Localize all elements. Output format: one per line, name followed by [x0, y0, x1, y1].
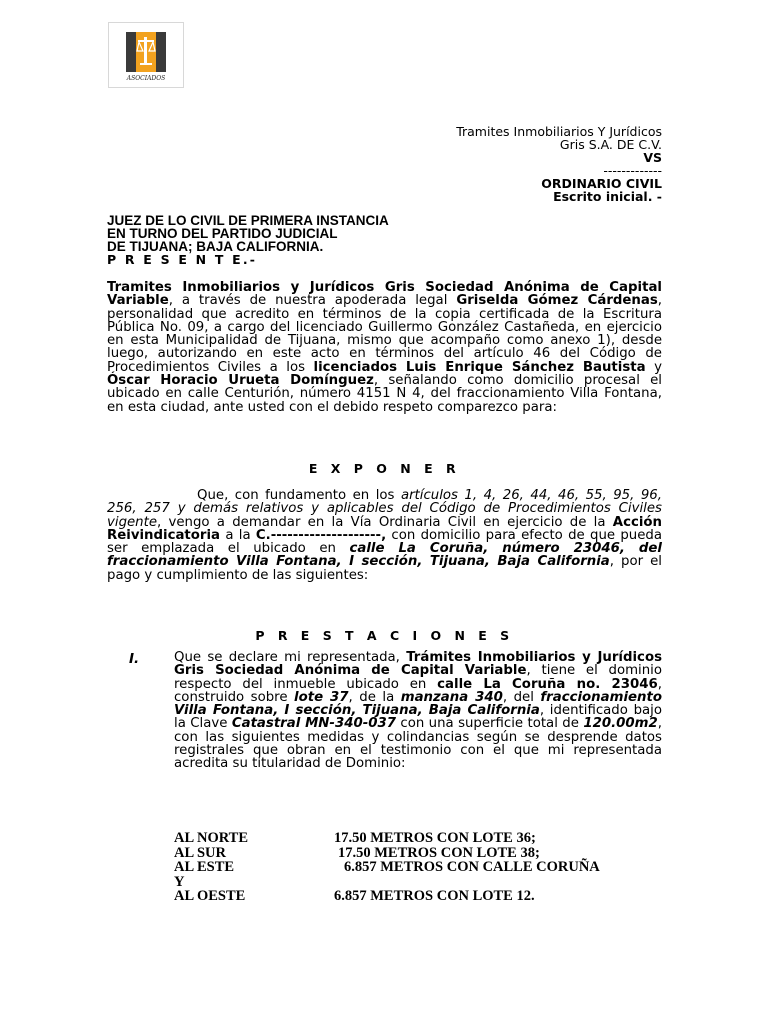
addressee-line-2: EN TURNO DEL PARTIDO JUDICIAL [107, 226, 338, 241]
property-block: manzana 340 [400, 689, 503, 705]
exposition-paragraph: Que, con fundamento en los artículos 1, 4, 26, 44, 46, 55, 95, 96, 256, 257 y demás relativos y aplicables del Código de Procedimientos Civiles vigente, vengo a demandar en la Vía Ordinaria Civil en ejercicio de la Acción Reivindicatoria a la C.--------------------, con domicilio para efecto de que pueda ser emplazada el ubicado en calle La Coruña, número 23046, del fraccionamiento Villa Fontana, I sección, Tijuana, Baja California, por el pago y cumplimiento de las siguientes: [107, 488, 662, 583]
boundary-west [174, 889, 674, 904]
boundary-label: AL ESTE [174, 859, 235, 875]
prestacion-item-1: Que se declare mi representada, Trámites Inmobiliarios y Jurídicos Gris Sociedad Anónima de Capital Variable, tiene el dominio respecto del inmueble ubicado en calle La Coruña no. 23046, construido sobre lote 37, de la manzana 340, del fraccionamiento Villa Fontana, I sección, Tijuana, Baja California, identificado bajo la Clave Catastral MN-340-037 con una superficie total de 120.00m2, con las siguientes medidas y colindancias según se desprende datos registrales que obran en el testimonio con el que mi representada acredita su titularidad de Dominio: [174, 650, 662, 772]
cadastral-key: Catastral MN-340-037 [231, 716, 396, 732]
defendant-placeholder: ------------- [603, 163, 662, 178]
addressee-block [107, 214, 389, 266]
authorized-lawyer-2: Óscar Horacio Urueta Domínguez [107, 373, 374, 389]
boundary-value: 6.857 METROS CON CALLE CORUÑA [344, 859, 600, 875]
prestaciones-heading: P R E S T A C I O N E S [255, 628, 514, 643]
property-lot: lote 37 [294, 689, 349, 705]
property-subdivision: fraccionamiento Villa Fontana, I sección, Tijuana, Baja California [174, 689, 662, 719]
boundary-north [174, 831, 674, 846]
property-surface: 120.00m2 [583, 716, 658, 732]
plaintiff-line-2: Gris S.A. DE C.V. [559, 137, 662, 152]
intro-paragraph: Tramites Inmobiliarios y Jurídicos Gris Sociedad Anónima de Capital Variable, a través de nuestra apoderada legal Griselda Gómez Cárdenas, personalidad que acredito en términos de la copia certificada de la Escritura Pública No. 09, a cargo del licenciado Guillermo González Castañeda, en ejercicio en esta Municipalidad de Tijuana, mismo que acompaño como anexo 1), desde luego, autorizando en este acto en términos del artículo 46 del Código de Procedimientos Civiles a los licenciados Luis Enrique Sánchez Bautista y Óscar Horacio Urueta Domínguez, señalando como domicilio procesal el ubicado en calle Centurión, número 4151 N 4, del fraccionamiento Villa Fontana, en esta ciudad, ante usted con el debido respeto comparezco para: [107, 280, 663, 415]
presente-label: P R E S E N T E.- [107, 252, 258, 267]
boundary-label: Y [174, 874, 185, 890]
boundary-label: AL OESTE [174, 888, 246, 904]
exponer-heading: E X P O N E R [308, 461, 461, 476]
document-type: Escrito inicial. - [553, 189, 662, 204]
defendant-address: calle La Coruña, número 23046, del fraccionamiento Villa Fontana, I sección, Tijuana, Baja California [107, 541, 662, 570]
boundary-value: 6.857 METROS CON LOTE 12. [334, 888, 535, 904]
scales-of-justice-logo-icon [109, 25, 183, 81]
case-header [456, 125, 662, 203]
boundary-east [174, 860, 674, 875]
plaintiff-company-2: Trámites Inmobiliarios y Jurídicos Gris Sociedad Anónima de Capital Variable [174, 650, 662, 679]
logo-text: ASOCIADOS [126, 75, 166, 82]
boundary-label: AL SUR [174, 845, 226, 861]
action-name: Acción Reivindicatoria [107, 514, 662, 543]
boundary-value: 17.50 METROS CON LOTE 38; [338, 845, 540, 861]
defendant-name: C.--------------------, [255, 527, 387, 543]
addressee-line-3: DE TIJUANA; BAJA CALIFORNIA. [107, 239, 324, 254]
authorized-lawyers: licenciados Luis Enrique Sánchez Bautista [313, 359, 646, 375]
property-street: calle La Coruña no. 23046 [437, 676, 658, 692]
boundary-value: 17.50 METROS CON LOTE 36; [334, 830, 536, 846]
boundary-label: AL NORTE [174, 830, 249, 846]
versus-label: VS [643, 150, 662, 165]
case-type: ORDINARIO CIVIL [541, 176, 662, 191]
legal-representative: Griselda Gómez Cárdenas [456, 293, 658, 309]
item-numeral: I. [129, 651, 140, 667]
plaintiff-company: Tramites Inmobiliarios y Jurídicos Gris Sociedad Anónima de Capital Variable [107, 280, 662, 309]
addressee-line-1: JUEZ DE LO CIVIL DE PRIMERA INSTANCIA [107, 213, 389, 228]
company-logo [108, 22, 184, 88]
legal-articles: artículos 1, 4, 26, 44, 46, 55, 95, 96, 256, 257 y demás relativos y aplicables del Código de Procedimientos Civiles vigente [107, 488, 662, 530]
plaintiff-line-1: Tramites Inmobiliarios Y Jurídicos [456, 124, 662, 139]
